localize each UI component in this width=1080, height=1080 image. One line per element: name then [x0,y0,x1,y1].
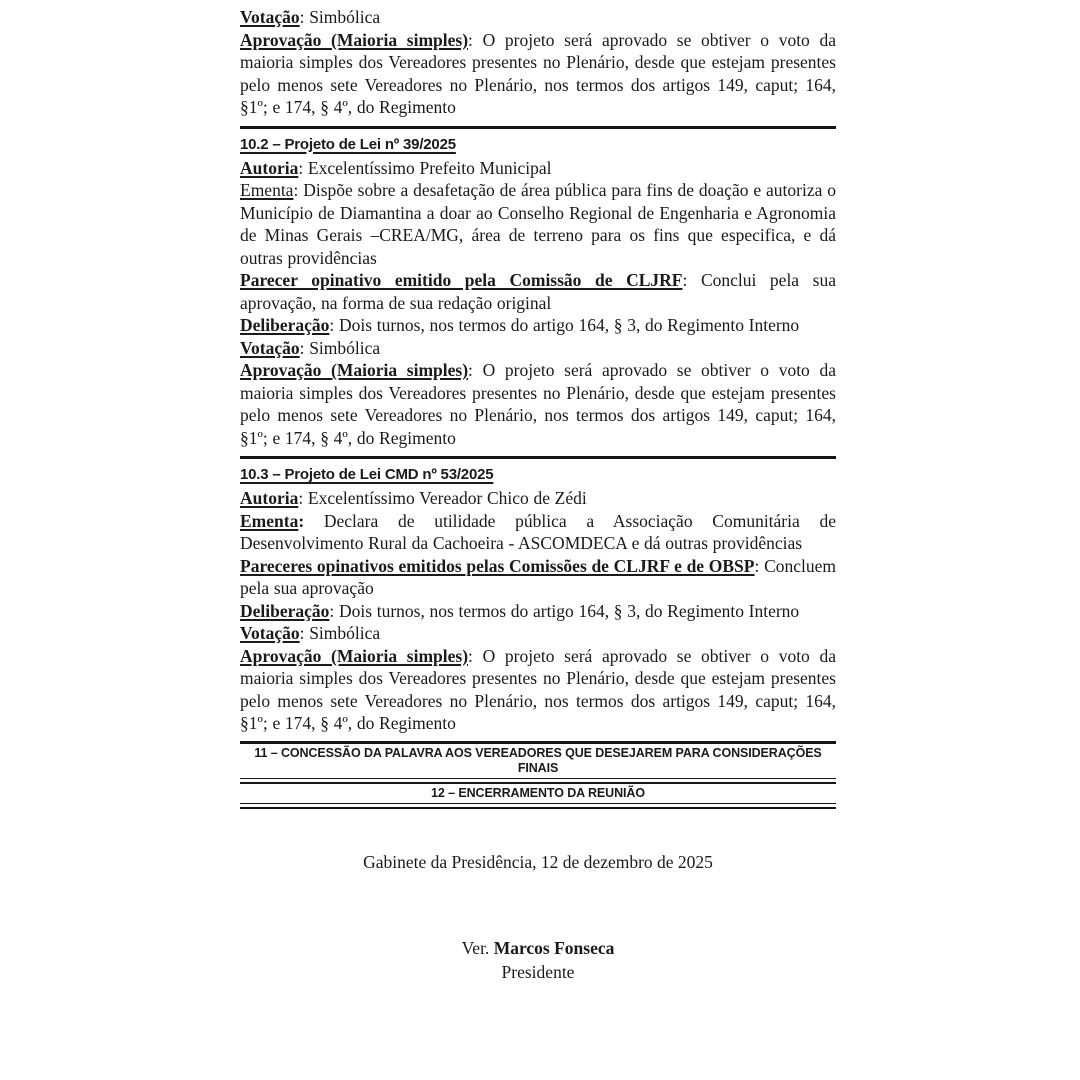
colon-separator: : [754,555,765,576]
field-value: O projeto será aprovado se obtiver o voto da maioria simples dos Vereadores presentes no Plenário, desde que estejam presentes pelo menos sete Vereadores no Plenário, nos termos dos artigos 149, caput; 164, §1º; e 174, § 4º, do Regimento [240,360,836,448]
colon-separator: : [299,337,310,358]
colon-separator: : [298,157,308,178]
field-label: Votação [240,623,300,643]
field-label: Autoria [240,157,299,178]
field-label: Deliberação [240,600,330,621]
field-autoria [240,487,836,510]
field-value: Conclui pela sua aprovação, na forma de sua redação original [240,270,836,313]
colon-separator: : [293,180,304,200]
field-value: O projeto será aprovado se obtiver o voto da maioria simples dos Vereadores presentes no Plenário, desde que estejam presentes pelo menos sete Vereadores no Plenário, nos termos dos artigos 149, caput; 164, §1º; e 174, § 4º, do Regimento [240,29,836,117]
field-value: O projeto será aprovado se obtiver o voto da maioria simples dos Vereadores presentes no Plenário, desde que estejam presentes pelo menos sete Vereadores no Plenário, nos termos dos artigos 149, caput; 164, §1º; e 174, § 4º, do Regimento [240,645,836,733]
field-label: Parecer opinativo emitido pela Comissão de CLJRF [240,270,683,290]
agenda-final-items [240,741,836,809]
section-heading-text: 10.3 – Projeto de Lei CMD nº 53/2025 [240,466,494,483]
field-value: Excelentíssimo Prefeito Municipal [307,157,552,178]
signature-name: Marcos Fonseca [493,938,615,958]
signature-block [240,936,836,984]
field-value: Excelentíssimo Vereador Chico de Zédi [307,488,587,508]
field-votacao [240,337,836,360]
section-10-2-heading [240,133,836,156]
colon-separator: : [468,645,483,666]
field-deliberacao [240,314,836,337]
field-deliberacao [240,600,836,623]
section-10-3 [240,456,836,735]
field-label: Votação [240,7,300,27]
agenda-item-12 [240,784,836,809]
colon-separator: : [682,270,701,290]
field-label: Votação [240,337,300,358]
field-label: Pareceres opinativos emitidos pelas Comissões de CLJRF e de OBSP [240,555,755,576]
field-votacao-top [240,6,836,29]
field-label: Aprovação (Maioria simples) [240,360,469,380]
colon-separator: : [329,600,339,621]
colon-separator: : [298,488,308,508]
field-parecer [240,269,836,314]
field-ementa [240,510,836,555]
colon-separator: : [298,510,324,531]
colon-separator: : [299,7,310,27]
field-aprovacao-top [240,29,836,119]
field-label: Ementa [240,180,294,200]
field-ementa [240,179,836,269]
dateline: Gabinete da Presidência, 12 de dezembro de 2025 [363,851,713,872]
colon-separator: : [329,315,339,335]
field-label: Aprovação (Maioria simples) [240,645,469,666]
field-label: Deliberação [240,315,330,335]
field-value: Dispõe sobre a desafetação de área pública para fins de doação e autoriza o Município de Diamantina a doar ao Conselho Regional de Engenharia e Agronomia de Minas Gerais –CREA/MG, área de terreno para os fins que especifica, e dá outras providências [240,180,836,268]
field-label: Autoria [240,488,299,508]
colon-separator: : [468,29,483,50]
field-pareceres [240,555,836,600]
agenda-item-12-text: 12 – ENCERRAMENTO DA REUNIÃO [240,786,836,804]
field-aprovacao [240,359,836,449]
colon-separator: : [299,623,310,643]
field-value: Simbólica [309,7,381,27]
section-heading-text: 10.2 – Projeto de Lei nº 39/2025 [240,135,456,153]
field-label: Aprovação (Maioria simples) [240,29,469,50]
signature-name-line [240,936,836,960]
field-votacao [240,622,836,645]
colon-separator: : [468,360,483,380]
section-10-3-heading [240,463,836,486]
field-autoria [240,157,836,180]
field-value: Simbólica [309,337,381,358]
agenda-item-11 [240,744,836,784]
field-value: Dois turnos, nos termos do artigo 164, § 3, do Regimento Interno [338,315,800,335]
field-label: Ementa [240,510,299,531]
document-body [240,6,836,984]
section-10-2 [240,126,836,450]
signature-role: Presidente [501,962,575,982]
field-value: Dois turnos, nos termos do artigo 164, § 3, do Regimento Interno [338,600,800,621]
field-value: Concluem pela sua aprovação [240,555,836,598]
signature-prefix: Ver. [461,938,494,958]
field-value: Declara de utilidade pública a Associação Comunitária de Desenvolvimento Rural da Cachoeira - ASCOMDECA e dá outras providências [240,510,836,553]
agenda-item-11-text: 11 – CONCESSÃO DA PALAVRA AOS VEREADORES QUE DESEJAREM PARA CONSIDERAÇÕES FINAIS [240,746,836,779]
field-aprovacao [240,645,836,735]
field-value: Simbólica [309,623,381,643]
